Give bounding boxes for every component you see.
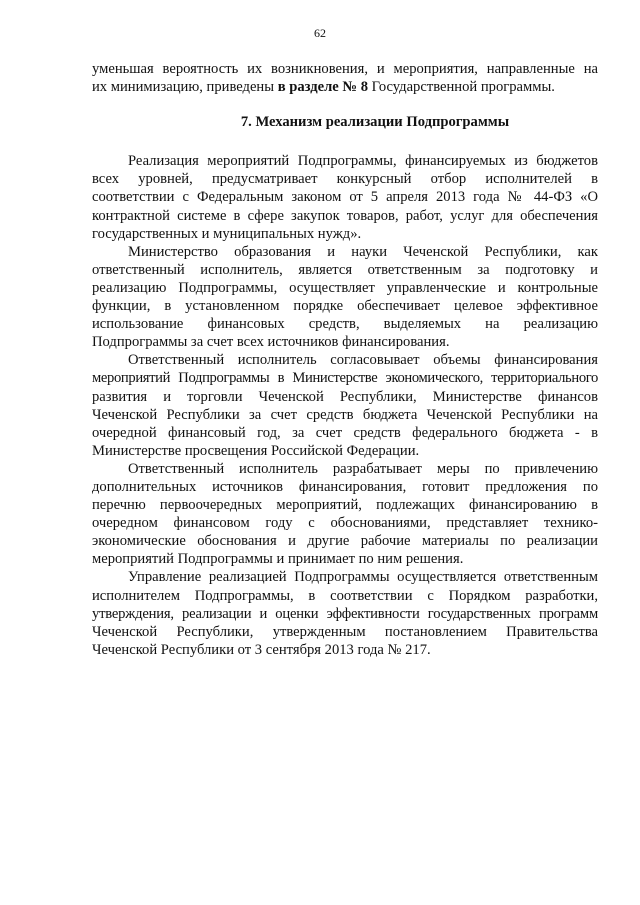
paragraph-line: использование финансовых средств, выделяемых на реализацию: [92, 316, 598, 333]
paragraph-line: Чеченской Республики, утвержденным постановлением Правительства: [92, 623, 598, 640]
paragraph-line: Чеченской Республики за счет средств бюджета Чеченской Республики на: [92, 406, 598, 423]
paragraph-4: [92, 460, 598, 569]
paragraph-line: Министерстве просвещения Российской Федерации.: [92, 442, 420, 459]
paragraph-line: Чеченской Республики от 3 сентября 2013 года № 217.: [92, 641, 431, 658]
paragraph-line: развития и торговли Чеченской Республики, Министерстве финансов: [92, 388, 598, 405]
paragraph-line: утверждения, реализации и оценки эффективности государственных программ: [92, 605, 598, 622]
paragraph-line: ответственный исполнитель, является ответственным за подготовку и: [92, 261, 598, 278]
paragraph-1: [92, 152, 598, 242]
paragraph-line: всех уровней, предусматривает конкурсный отбор исполнителей в: [92, 171, 598, 188]
intro-text-after: Государственной программы.: [368, 79, 555, 96]
section-reference: в разделе № 8: [277, 79, 369, 96]
paragraph-line: мероприятий Подпрограммы в Министерстве экономического, территориального: [92, 370, 598, 387]
paragraph-line: дополнительных источников финансирования, готовит предложения по: [92, 478, 598, 495]
paragraph-line: соответствии с Федеральным законом от 5 апреля 2013 года № 44-ФЗ «О: [92, 189, 598, 206]
paragraph-line: мероприятий Подпрограммы и принимает по ним решения.: [92, 551, 464, 568]
paragraph-line: функции, в установленном порядке обеспечивает целевое эффективное: [92, 298, 598, 315]
paragraph-line: реализацию Подпрограммы, осуществляет управленческие и контрольные: [92, 279, 598, 296]
paragraph-line: Министерство образования и науки Чеченской Республики, как: [128, 243, 598, 260]
paragraph-5: [92, 568, 598, 658]
paragraph-line: очередной финансовый год, за счет средств федерального бюджета - в: [92, 424, 598, 441]
paragraph-3: [92, 351, 598, 460]
paragraph-line: государственных и муниципальных нужд».: [92, 225, 362, 242]
paragraph-line: Ответственный исполнитель согласовывает объемы финансирования: [128, 352, 598, 369]
page-number: 62: [314, 26, 326, 40]
paragraph-line: Управление реализацией Подпрограммы осуществляется ответственным: [128, 569, 598, 586]
intro-text-before: их минимизацию, приведены: [92, 79, 278, 96]
paragraph-line: перечню первоочередных мероприятий, подлежащих финансированию в: [92, 497, 598, 514]
intro-line-1: уменьшая вероятность их возникновения, и мероприятия, направленные на: [92, 61, 598, 77]
section-title: 7. Механизм реализации Подпрограммы: [240, 114, 510, 131]
intro-line-2: [92, 78, 598, 96]
paragraph-line: Подпрограммы за счет всех источников финансирования.: [92, 334, 450, 351]
paragraph-line: Ответственный исполнитель разрабатывает меры по привлечению: [128, 460, 598, 477]
paragraph-line: исполнителем Подпрограммы, в соответствии с Порядком разработки,: [92, 587, 598, 604]
document-body: [92, 60, 598, 659]
paragraph-2: [92, 243, 598, 352]
paragraph-line: очередном финансовом году с обоснованиями, представляет технико-: [92, 515, 598, 532]
paragraph-line: экономические обоснования и другие рабочие материалы по реализации: [92, 533, 598, 550]
paragraph-line: контрактной системе в сфере закупок товаров, работ, услуг для обеспечения: [92, 207, 598, 224]
paragraph-line: Реализация мероприятий Подпрограммы, финансируемых из бюджетов: [128, 153, 598, 170]
